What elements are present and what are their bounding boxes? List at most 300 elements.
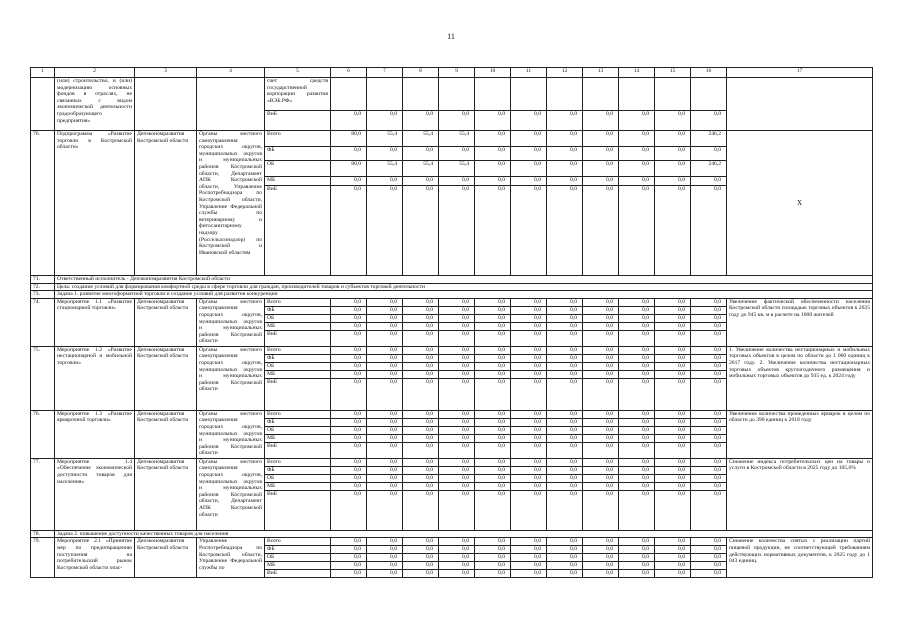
value-cell: 0,0 xyxy=(655,370,691,378)
executor: Депэкономразвития Костромской области xyxy=(135,298,197,346)
value-cell: 0,0 xyxy=(691,474,727,482)
value-cell: 0,0 xyxy=(547,298,583,306)
value-cell: 0,0 xyxy=(439,306,475,314)
column-number: 9 xyxy=(439,68,475,78)
value-cell: 0,0 xyxy=(367,314,403,322)
value-cell: 0,0 xyxy=(655,474,691,482)
value-cell: 0,0 xyxy=(511,570,547,578)
value-cell: 0,0 xyxy=(331,362,367,370)
value-cell: 0,0 xyxy=(403,410,439,418)
executor: Депэкономразвития Костромской области xyxy=(135,410,197,458)
value-cell: 0,0 xyxy=(403,298,439,306)
value-cell: 0,0 xyxy=(655,482,691,490)
value-cell xyxy=(511,78,547,111)
value-cell: 0,0 xyxy=(511,466,547,474)
value-cell: 0,0 xyxy=(367,562,403,570)
value-cell: 0,0 xyxy=(511,306,547,314)
value-cell: 0,0 xyxy=(619,161,655,177)
participants: Органы местного самоуправления городских округов, муниципальных округов и муниципальных районов Костромской области xyxy=(197,346,265,410)
value-cell: 0,0 xyxy=(655,161,691,177)
value-cell: 0,0 xyxy=(403,434,439,442)
value-cell: 0,0 xyxy=(619,570,655,578)
funding-source: Всего xyxy=(265,410,331,418)
value-cell: 0,0 xyxy=(439,186,475,276)
value-cell: 0,0 xyxy=(475,458,511,466)
value-cell: 0,0 xyxy=(367,442,403,458)
goal-row xyxy=(31,283,873,291)
value-cell: 0,0 xyxy=(475,570,511,578)
value-cell: 0,0 xyxy=(691,306,727,314)
value-cell: 0,0 xyxy=(439,354,475,362)
value-cell: 0,0 xyxy=(583,111,619,131)
value-cell: 0,0 xyxy=(619,482,655,490)
value-cell: 0,0 xyxy=(547,490,583,530)
value-cell: 0,0 xyxy=(475,322,511,330)
row-number: 78. xyxy=(31,530,55,538)
value-cell: 0,0 xyxy=(367,370,403,378)
participants: Органы местного самоуправления городских округов, муниципальных округов и муниципальных районов Костромской области, Департамент АПК Костромской области xyxy=(197,458,265,530)
value-cell: 0,0 xyxy=(367,298,403,306)
value-cell: 0,0 xyxy=(475,298,511,306)
value-cell: 0,0 xyxy=(331,482,367,490)
value-cell: 0,0 xyxy=(547,322,583,330)
value-cell: 0,0 xyxy=(583,147,619,161)
column-number: 4 xyxy=(197,68,265,78)
program-table xyxy=(30,67,873,578)
value-cell xyxy=(619,78,655,111)
event-name: Мероприятие 2.1 «Принятие мер по предотвращению поступления на потребительский рынок Костромской области опас- xyxy=(55,538,135,578)
value-cell: 0,0 xyxy=(331,111,367,131)
value-cell: 0,0 xyxy=(691,434,727,442)
value-cell: 0,0 xyxy=(331,346,367,354)
column-number: 10 xyxy=(475,68,511,78)
value-cell: 0,0 xyxy=(439,554,475,562)
value-cell: 0,0 xyxy=(583,562,619,570)
funding-source: ВнБ xyxy=(265,186,331,276)
value-cell: 0,0 xyxy=(439,362,475,370)
value-cell: 0,0 xyxy=(655,298,691,306)
value-cell: 0,0 xyxy=(367,538,403,546)
value-cell: 0,0 xyxy=(367,330,403,346)
event-row xyxy=(31,538,873,546)
value-cell: 0,0 xyxy=(655,570,691,578)
value-cell: 0,0 xyxy=(439,482,475,490)
value-cell: 0,0 xyxy=(403,482,439,490)
executor: Депэкономразвития Костромской области xyxy=(135,538,197,578)
value-cell: 0,0 xyxy=(511,161,547,177)
value-cell: 0,0 xyxy=(511,434,547,442)
value-cell: 0,0 xyxy=(511,410,547,418)
value-cell: 0,0 xyxy=(655,418,691,426)
value-cell: 0,0 xyxy=(691,147,727,161)
value-cell: 0,0 xyxy=(619,354,655,362)
value-cell: 0,0 xyxy=(439,370,475,378)
column-number: 6 xyxy=(331,68,367,78)
value-cell: 0,0 xyxy=(583,434,619,442)
value-cell: 0,0 xyxy=(367,177,403,186)
row-number: 76. xyxy=(31,410,55,458)
value-cell: 0,0 xyxy=(403,306,439,314)
value-cell: 0,0 xyxy=(403,546,439,554)
value-cell: 0,0 xyxy=(511,330,547,346)
continuation-row xyxy=(31,78,873,111)
value-cell: 0,0 xyxy=(691,370,727,378)
value-cell: 0,0 xyxy=(583,458,619,466)
value-cell: 0,0 xyxy=(403,111,439,131)
value-cell: 0,0 xyxy=(439,322,475,330)
value-cell: 0,0 xyxy=(547,111,583,131)
value-cell: 0,0 xyxy=(691,538,727,546)
event-row xyxy=(31,298,873,306)
value-cell: 0,0 xyxy=(619,410,655,418)
value-cell: 0,0 xyxy=(619,362,655,370)
value-cell: 0,0 xyxy=(511,458,547,466)
value-cell: 0,0 xyxy=(439,570,475,578)
value-cell: 0,0 xyxy=(403,442,439,458)
row-number: 72. xyxy=(31,283,55,291)
value-cell: 0,0 xyxy=(547,131,583,147)
value-cell xyxy=(583,78,619,111)
value-cell: 0,0 xyxy=(475,482,511,490)
value-cell xyxy=(367,78,403,111)
funding-source: ФБ xyxy=(265,306,331,314)
value-cell: 0,0 xyxy=(691,466,727,474)
column-number: 16 xyxy=(691,68,727,78)
value-cell: 0,0 xyxy=(691,562,727,570)
value-cell: 0,0 xyxy=(583,538,619,546)
row-number xyxy=(31,78,55,131)
value-cell: 0,0 xyxy=(367,482,403,490)
value-cell: 0,0 xyxy=(547,370,583,378)
event-row xyxy=(31,346,873,354)
value-cell: 0,0 xyxy=(511,482,547,490)
value-cell: 0,0 xyxy=(583,354,619,362)
value-cell: 0,0 xyxy=(367,474,403,482)
funding-source: ВнБ xyxy=(265,442,331,458)
value-cell: 0,0 xyxy=(547,466,583,474)
row-number: 74. xyxy=(31,298,55,346)
subprogram-row xyxy=(31,131,873,147)
value-cell: 0,0 xyxy=(583,410,619,418)
value-cell: 0,0 xyxy=(547,362,583,370)
value-cell: 0,0 xyxy=(439,111,475,131)
value-cell: 0,0 xyxy=(403,562,439,570)
value-cell: 0,0 xyxy=(511,147,547,161)
funding-source: Всего xyxy=(265,131,331,147)
value-cell: 0,0 xyxy=(583,442,619,458)
value-cell: 0,0 xyxy=(475,562,511,570)
value-cell: 0,0 xyxy=(331,426,367,434)
value-cell: 0,0 xyxy=(691,458,727,466)
value-cell: 0,0 xyxy=(475,111,511,131)
value-cell: 0,0 xyxy=(655,378,691,410)
value-cell: 0,0 xyxy=(619,131,655,147)
value-cell: 0,0 xyxy=(655,354,691,362)
value-cell: 246,2 xyxy=(691,161,727,177)
participants: Органы местного самоуправления городских округов, муниципальных округов и муниципальных районов Костромской области xyxy=(197,410,265,458)
value-cell: 0,0 xyxy=(583,314,619,322)
funding-source: ВнБ xyxy=(265,111,331,131)
value-cell: 0,0 xyxy=(691,442,727,458)
value-cell: 0,0 xyxy=(331,546,367,554)
value-cell: 0,0 xyxy=(655,442,691,458)
value-cell: 0,0 xyxy=(619,490,655,530)
value-cell: 246,2 xyxy=(691,131,727,147)
funding-source: ФБ xyxy=(265,418,331,426)
value-cell: 0,0 xyxy=(439,418,475,426)
value-cell: 0,0 xyxy=(475,410,511,418)
value-cell: 0,0 xyxy=(511,554,547,562)
expected-result: Снижение индекса потребительских цен на товары и услуги в Костромской области в 2025 году до 105,6% xyxy=(727,458,873,530)
value-cell: 55,4 xyxy=(439,161,475,177)
funding-source: ВнБ xyxy=(265,378,331,410)
value-cell: 0,0 xyxy=(583,482,619,490)
value-cell: 55,4 xyxy=(367,161,403,177)
value-cell: 0,0 xyxy=(619,442,655,458)
value-cell: 55,4 xyxy=(403,131,439,147)
value-cell: 0,0 xyxy=(331,418,367,426)
value-cell: 0,0 xyxy=(331,474,367,482)
funding-source: МБ xyxy=(265,370,331,378)
header-row xyxy=(31,68,873,78)
expected-result: Увеличение количества проведенных ярмарок в целом по области до 390 единиц к 2018 году xyxy=(727,410,873,458)
value-cell: 0,0 xyxy=(403,362,439,370)
value-cell: 0,0 xyxy=(691,322,727,330)
value-cell: 0,0 xyxy=(511,442,547,458)
value-cell: 0,0 xyxy=(475,354,511,362)
task-row xyxy=(31,291,873,299)
row-number: 75. xyxy=(31,346,55,410)
value-cell: 0,0 xyxy=(367,418,403,426)
value-cell: 0,0 xyxy=(331,322,367,330)
section-text: Цель: создание условий для формирования комфортной среды в сфере торговли для граждан, производителей товаров и субъектов торговой деятельности xyxy=(55,283,873,291)
value-cell: 0,0 xyxy=(655,131,691,147)
value-cell: 0,0 xyxy=(331,314,367,322)
value-cell: 0,0 xyxy=(691,418,727,426)
value-cell: 0,0 xyxy=(691,426,727,434)
value-cell: 0,0 xyxy=(331,370,367,378)
value-cell: 0,0 xyxy=(583,177,619,186)
funding-source: Всего xyxy=(265,458,331,466)
funding-source: МБ xyxy=(265,562,331,570)
value-cell: 0,0 xyxy=(655,410,691,418)
value-cell xyxy=(439,78,475,111)
value-cell: 55,4 xyxy=(439,131,475,147)
value-cell: 0,0 xyxy=(547,474,583,482)
value-cell: 0,0 xyxy=(547,562,583,570)
value-cell: 0,0 xyxy=(619,418,655,426)
value-cell: 0,0 xyxy=(475,346,511,354)
value-cell: 0,0 xyxy=(691,378,727,410)
value-cell: 0,0 xyxy=(547,177,583,186)
value-cell: 0,0 xyxy=(439,147,475,161)
value-cell: 0,0 xyxy=(475,442,511,458)
value-cell: 0,0 xyxy=(331,177,367,186)
value-cell: 0,0 xyxy=(475,490,511,530)
value-cell: 0,0 xyxy=(331,554,367,562)
value-cell: 0,0 xyxy=(619,147,655,161)
value-cell: 0,0 xyxy=(331,410,367,418)
value-cell: 0,0 xyxy=(619,370,655,378)
value-cell: 0,0 xyxy=(511,131,547,147)
value-cell: 0,0 xyxy=(619,434,655,442)
participants: Органы местного самоуправления городских округов, муниципальных округов и муниципальных районов Костромской области, Департамент АПК Костромской области, Управление Роспотребнадзора по Костромской области, Управление Федеральной службы по ветеринарному и фитосанитарному надзору (Россельхознадзор) по Костромской и Ивановской областям xyxy=(197,131,265,276)
value-cell: 0,0 xyxy=(655,490,691,530)
participants: Управление Роспотребнадзора по Костромской области, Управление Федеральной службы по xyxy=(197,538,265,578)
value-cell: 0,0 xyxy=(547,354,583,362)
value-cell: 0,0 xyxy=(547,554,583,562)
funding-source: ФБ xyxy=(265,466,331,474)
value-cell: 0,0 xyxy=(331,378,367,410)
value-cell: 0,0 xyxy=(367,410,403,418)
value-cell: 0,0 xyxy=(403,426,439,434)
value-cell: 0,0 xyxy=(583,370,619,378)
value-cell: 0,0 xyxy=(511,362,547,370)
value-cell: 0,0 xyxy=(619,378,655,410)
value-cell: 0,0 xyxy=(583,378,619,410)
value-cell: 0,0 xyxy=(367,111,403,131)
value-cell: 0,0 xyxy=(511,186,547,276)
value-cell: 0,0 xyxy=(619,466,655,474)
column-number: 2 xyxy=(55,68,135,78)
task-row xyxy=(31,530,873,538)
value-cell: 0,0 xyxy=(439,314,475,322)
executor: Депэкономразвития Костромской области xyxy=(135,458,197,530)
value-cell: 0,0 xyxy=(367,147,403,161)
event-name: Подпрограмма «Развитие торговли в Костромской области» xyxy=(55,131,135,276)
value-cell: 0,0 xyxy=(547,161,583,177)
value-cell: 0,0 xyxy=(583,161,619,177)
value-cell: 0,0 xyxy=(439,426,475,434)
value-cell: 0,0 xyxy=(583,362,619,370)
value-cell: 0,0 xyxy=(511,298,547,306)
funding-source: ОБ xyxy=(265,314,331,322)
value-cell: 0,0 xyxy=(367,570,403,578)
row-number: 71. xyxy=(31,276,55,284)
value-cell: 0,0 xyxy=(691,546,727,554)
value-cell: 0,0 xyxy=(547,538,583,546)
funding-source: ОБ xyxy=(265,426,331,434)
value-cell: 0,0 xyxy=(655,322,691,330)
value-cell: 0,0 xyxy=(331,442,367,458)
value-cell: 0,0 xyxy=(403,490,439,530)
funding-source: ОБ xyxy=(265,554,331,562)
value-cell: 0,0 xyxy=(403,186,439,276)
value-cell: 0,0 xyxy=(403,418,439,426)
value-cell: 0,0 xyxy=(403,554,439,562)
value-cell: 0,0 xyxy=(547,306,583,314)
value-cell: 0,0 xyxy=(331,306,367,314)
value-cell: 0,0 xyxy=(403,458,439,466)
value-cell: 0,0 xyxy=(439,346,475,354)
funding-source: счет средств государственной корпорации развития «ВЭБ.РФ» xyxy=(265,78,331,111)
value-cell: 0,0 xyxy=(367,378,403,410)
value-cell: 0,0 xyxy=(331,354,367,362)
value-cell: 0,0 xyxy=(583,298,619,306)
value-cell: 0,0 xyxy=(691,362,727,370)
value-cell: 0,0 xyxy=(511,546,547,554)
value-cell: 0,0 xyxy=(547,330,583,346)
value-cell: 0,0 xyxy=(403,314,439,322)
value-cell: 0,0 xyxy=(655,562,691,570)
value-cell: 0,0 xyxy=(331,434,367,442)
funding-source: ФБ xyxy=(265,354,331,362)
value-cell: 0,0 xyxy=(619,322,655,330)
value-cell: 0,0 xyxy=(691,482,727,490)
value-cell: 0,0 xyxy=(619,554,655,562)
value-cell: 0,0 xyxy=(367,546,403,554)
value-cell: 0,0 xyxy=(511,426,547,434)
value-cell: 0,0 xyxy=(619,546,655,554)
value-cell: 0,0 xyxy=(475,546,511,554)
value-cell: 0,0 xyxy=(691,111,727,131)
funding-source: ФБ xyxy=(265,546,331,554)
column-number: 13 xyxy=(583,68,619,78)
value-cell: 0,0 xyxy=(583,570,619,578)
funding-source: МБ xyxy=(265,482,331,490)
value-cell: 0,0 xyxy=(331,330,367,346)
value-cell: 0,0 xyxy=(655,314,691,322)
value-cell: 0,0 xyxy=(403,466,439,474)
value-cell: 0,0 xyxy=(367,490,403,530)
value-cell: 0,0 xyxy=(655,466,691,474)
value-cell: 0,0 xyxy=(403,370,439,378)
value-cell: 0,0 xyxy=(655,538,691,546)
column-number: 7 xyxy=(367,68,403,78)
value-cell: 0,0 xyxy=(439,378,475,410)
value-cell: 0,0 xyxy=(475,434,511,442)
value-cell: 0,0 xyxy=(475,474,511,482)
event-row xyxy=(31,458,873,466)
value-cell: 0,0 xyxy=(475,538,511,546)
value-cell: 0,0 xyxy=(511,474,547,482)
value-cell: 0,0 xyxy=(475,378,511,410)
value-cell: 0,0 xyxy=(619,346,655,354)
value-cell xyxy=(655,78,691,111)
value-cell: 0,0 xyxy=(655,111,691,131)
expected-result xyxy=(727,78,873,131)
value-cell: 0,0 xyxy=(367,466,403,474)
value-cell: 0,0 xyxy=(367,434,403,442)
expected-result: X xyxy=(727,131,873,276)
value-cell: 0,0 xyxy=(439,466,475,474)
value-cell: 0,0 xyxy=(655,458,691,466)
row-number: 79. xyxy=(31,538,55,578)
value-cell xyxy=(547,78,583,111)
value-cell: 0,0 xyxy=(403,330,439,346)
value-cell: 0,0 xyxy=(655,554,691,562)
value-cell: 0,0 xyxy=(547,442,583,458)
value-cell: 0,0 xyxy=(403,346,439,354)
value-cell: 0,0 xyxy=(619,111,655,131)
event-name: (или) строительство, и (или) модернизацию основных фондов в отраслях, не связанных с видом экономической деятельности градообразующего предприятия» xyxy=(55,78,135,131)
section-text: Задача 2. повышение доступности качественных товаров для населения xyxy=(55,530,873,538)
funding-source: ОБ xyxy=(265,161,331,177)
value-cell: 0,0 xyxy=(403,354,439,362)
value-cell: 0,0 xyxy=(475,314,511,322)
value-cell: 0,0 xyxy=(331,562,367,570)
value-cell: 0,0 xyxy=(655,147,691,161)
funding-source: Всего xyxy=(265,538,331,546)
value-cell: 0,0 xyxy=(331,458,367,466)
column-number: 8 xyxy=(403,68,439,78)
value-cell: 0,0 xyxy=(439,410,475,418)
event-name: Мероприятие 1.1 «Развитие стационарной торговли» xyxy=(55,298,135,346)
value-cell: 0,0 xyxy=(583,418,619,426)
value-cell: 0,0 xyxy=(511,354,547,362)
value-cell: 0,0 xyxy=(583,546,619,554)
expected-result: Увеличение фактической обеспеченности населения Костромской области площадью торговых объектов к 2025 году до 945 кв. м в расчете на 1000 жителей xyxy=(727,298,873,346)
